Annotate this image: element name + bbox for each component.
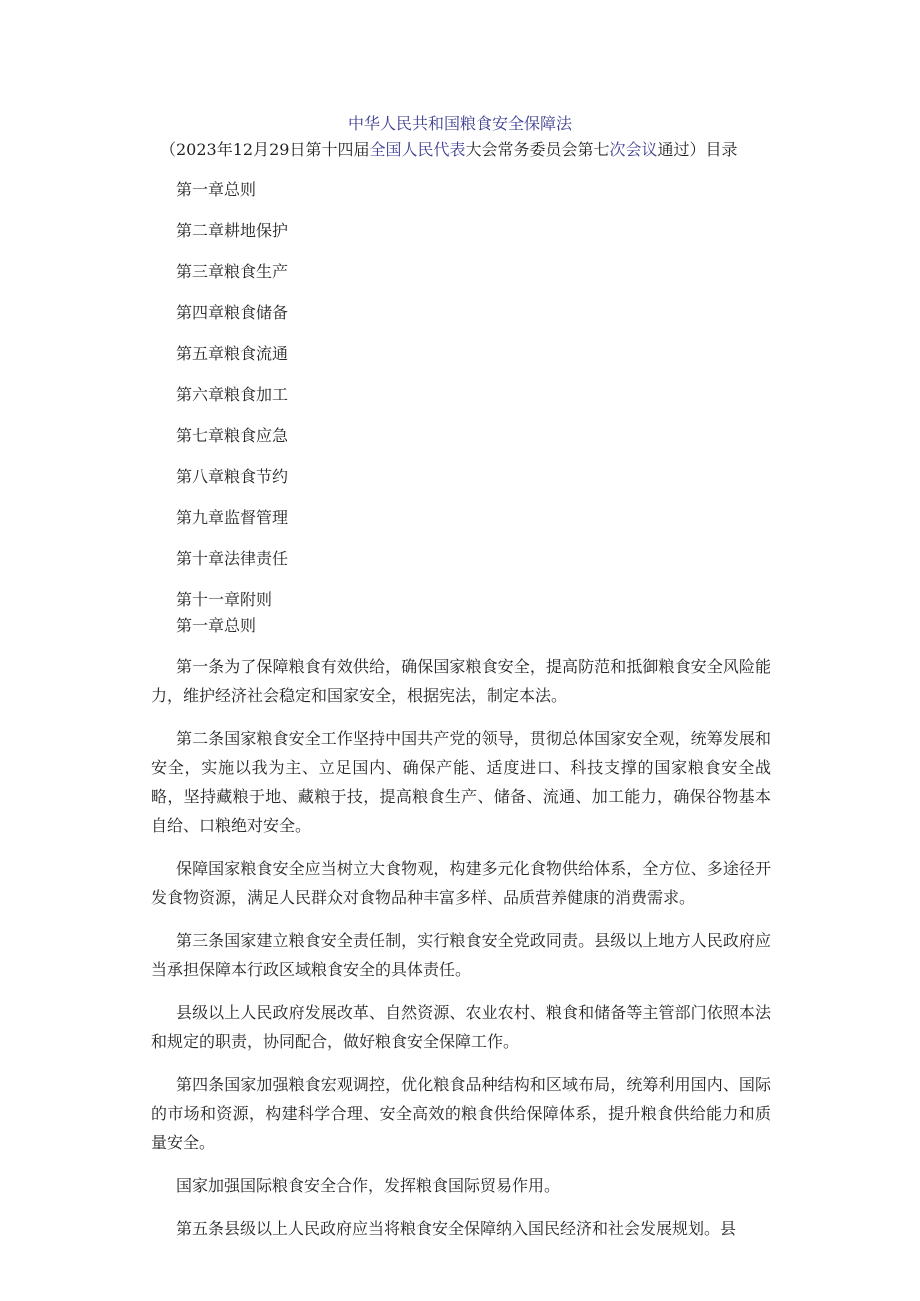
subtitle-link[interactable]: 次会议 [609,140,658,159]
paragraph: 第三条国家建立粮食安全责任制，实行粮食安全党政同责。县级以上地方人民政府应当承担保障本行政区域粮食安全的具体责任。 [151,931,771,979]
chapter-heading: 第一章总则 [176,616,257,635]
table-of-contents [176,178,736,612]
toc-item: 第七章粮食应急 [176,426,289,445]
toc-item: 第十一章附则 [176,590,273,609]
toc-item: 第五章粮食流通 [176,344,289,363]
subtitle-link[interactable]: 全国人民代表 [369,140,466,159]
toc-item: 第九章监督管理 [176,508,289,527]
toc-item: 第三章粮食生产 [176,262,289,281]
toc-item: 第四章粮食储备 [176,303,289,322]
toc-item: 第一章总则 [176,180,257,199]
subtitle-part: 大会常务委员会第七 [465,140,610,159]
paragraph: 第二条国家粮食安全工作坚持中国共产党的领导，贯彻总体国家安全观，统筹发展和安全，实施以我为主、立足国内、确保产能、适度进口、科技支撑的国家粮食安全战略，坚持藏粮于地、藏粮于技，提高粮食生产、储备、流通、加工能力，确保谷物基本自给、口粮绝对安全。 [151,729,771,835]
document-subtitle [160,138,780,162]
subtitle-part: （2023年12月29日第十四届 [160,140,370,159]
paragraph: 第一条为了保障粮食有效供给，确保国家粮食安全，提高防范和抵御粮食安全风险能力，维护经济社会稳定和国家安全，根据宪法，制定本法。 [151,657,771,705]
toc-item: 第十章法律责任 [176,549,289,568]
paragraph: 第四条国家加强粮食宏观调控，优化粮食品种结构和区域布局，统筹利用国内、国际的市场和资源，构建科学合理、安全高效的粮食供给保障体系，提升粮食供给能力和质量安全。 [151,1075,771,1152]
paragraph: 保障国家粮食安全应当树立大食物观，构建多元化食物供给体系，全方位、多途径开发食物资源，满足人民群众对食物品种丰富多样、品质营养健康的消费需求。 [151,859,771,907]
subtitle-part: 通过）目录 [657,140,738,159]
toc-item: 第八章粮食节约 [176,467,289,486]
toc-item: 第二章耕地保护 [176,221,289,240]
document-body [151,652,771,1257]
paragraph: 第五条县级以上人民政府应当将粮食安全保障纳入国民经济和社会发展规划。县 [176,1219,737,1238]
paragraph: 县级以上人民政府发展改革、自然资源、农业农村、粮食和储备等主管部门依照本法和规定的职责，协同配合，做好粮食安全保障工作。 [151,1003,771,1051]
document-title: 中华人民共和国粮食安全保障法 [347,114,572,133]
toc-item: 第六章粮食加工 [176,385,289,404]
paragraph: 国家加强国际粮食安全合作，发挥粮食国际贸易作用。 [176,1176,561,1195]
